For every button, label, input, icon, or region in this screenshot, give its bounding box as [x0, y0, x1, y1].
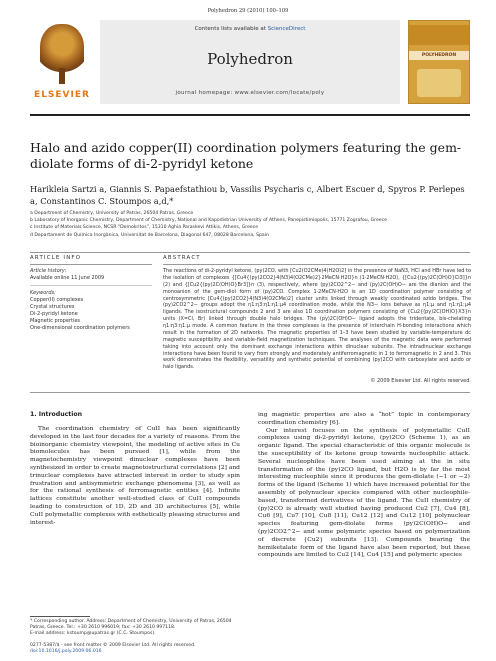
body-column-left — [30, 411, 240, 526]
journal-homepage[interactable]: journal homepage: www.elsevier.com/locate/poly — [175, 90, 325, 96]
info-subdivider — [30, 285, 152, 286]
affiliation-item: b Laboratory of Inorganic Chemistry, Department of Chemistry, National and Kapodistrian University of Athens, Panepistimiopolis, 15771 Zografou, Greece — [30, 218, 387, 224]
journal-title: Polyhedron — [207, 50, 293, 68]
sciencedirect-link[interactable]: ScienceDirect — [267, 26, 306, 32]
keyword-item: Copper(II) complexes — [30, 296, 84, 303]
abstract-heading: ABSTRACT — [163, 255, 201, 261]
history-value: Available online 11 June 2009 — [30, 274, 105, 281]
journal-cover — [408, 20, 470, 104]
paragraph: ing magnetic properties are also a “hot” topic in contemporary coordination chemistry [6]. — [258, 411, 470, 426]
footnotes — [30, 619, 240, 637]
article-title: Halo and azido copper(II) coordination polymers featuring the gem-diolate forms of di-2-pyridyl ketone — [30, 140, 462, 171]
tree-icon — [40, 24, 84, 74]
doi-link[interactable]: doi:10.1016/j.poly.2009.06.016 — [30, 649, 102, 654]
contents-line — [100, 26, 400, 32]
tree-trunk — [59, 68, 65, 84]
author-list: Harikleia Sartzi a, Giannis S. Papaefstathiou b, Vassilis Psycharis c, Albert Escuer d, Spyros P. Perlepes a, Constantinos C. Stoumpos a,d,* — [30, 184, 465, 206]
email-note[interactable]: E-mail address: kstoump@upatras.gr (C.C. Stoumpos). — [30, 631, 156, 636]
intro-text-left — [30, 425, 240, 526]
affiliation-item: a Department of Chemistry, University of Patras, 26504 Patras, Greece — [30, 211, 194, 216]
corresponding-author-note: * Corresponding author. Address: Department of Chemistry, University of Patras, 26504 Patras, Greece. Tel.: +30 2610 996019; fax: +30 2610 997118. — [30, 619, 232, 630]
section-heading: 1. Introduction — [30, 411, 83, 418]
cover-title: POLYHEDRON — [409, 51, 469, 60]
journal-masthead — [30, 18, 470, 110]
keyword-item: Di-2-pyridyl ketone — [30, 310, 78, 317]
affiliation-item: d Departament de Química Inorgànica, Universitat de Barcelona, Diagonal 647, 08028 Barcelona, Spain — [30, 232, 269, 238]
keywords-block — [30, 290, 152, 331]
publication-meta — [30, 643, 240, 655]
abstract-end-rule — [30, 392, 470, 393]
keyword-item: Magnetic properties — [30, 317, 80, 324]
journal-banner — [100, 20, 400, 104]
header-divider — [30, 252, 470, 253]
cover-image — [417, 69, 461, 97]
affiliations — [30, 210, 470, 239]
elsevier-logo — [30, 20, 94, 106]
paragraph: The coordination chemistry of CuII has been significantly developed in the last four decades for a variety of reasons. From the bioinorganic chemistry viewpoint, the modeling of active sites in Cu biomolecules has been pursued [1], while from the magnetochemistry viewpoint dinuclear complexes have been synthesized in order to create magnetostructural correlations [2] and trinuclear complexes have attracted interest in order to study spin frustration and antisymmetric exchange phenomena [3], as well as for the rational synthesis of ferromagnetic entities [4]. Infinite lattices constitute another well-studied class of CuII compounds leading to construction of 1D, 2D and 3D architectures [5], while CuII polymetallic complexes with esthetically pleasing structures and interest- — [30, 425, 240, 526]
info-divider — [30, 264, 152, 265]
publisher-name: ELSEVIER — [34, 90, 90, 100]
article-info-heading: ARTICLE INFO — [30, 255, 82, 261]
copyright-notice: © 2009 Elsevier Ltd. All rights reserved. — [370, 378, 471, 384]
cover-band — [409, 25, 469, 45]
abstract-text: The reactions of di-2-pyridyl ketone, (py)2CO, with [Cu2(O2CMe)4(H2O)2] in the presence of NaN3, HCl and HBr have led to the isolation of complexes {[Cu4{(py)2CO2}4(N3)4(O2CMe)2]·2MeCN·H2O}n (1·2MeCN·H2O), {[Cu2{(py)2C(OH)O}Cl3]}n (2) and {[Cu2{(py)2C(OH)O}Br3]}n (3), respectively, where (py)2CO2^2− and (py)2C(OH)O− are the dianion and the monoanion of the gem-diol form of (py)2CO. Complex 1·2MeCN·H2O is an 1D coordination polymer consisting of centrosymmetric [Cu4{(py)2CO2}4(N3)4(O2CMe)2] cluster units linked through weakly coordinated azido bridges. The (py)2CO2^2− groups adopt the η1:η3:η1:η1:μ4 coordination mode, while the N3− ions behave as η1:μ and η1:η1:μ4 ligands. The isostructural compounds 2 and 3 are also 1D coordination polymers consisting of {Cu2{(py)2C(OH)O}X3}n units (X=Cl, Br) linked through double halo bridges. The (py)2C(OH)O− ligand adopts the tridentate, bis-chelating η1:η3:η1:μ mode. A common feature in the three complexes is the presence of interchain H-bonding interactions which result in the formation of 2D networks. The magnetic properties of 1–3 have been studied by variable-temperature dc magnetic susceptibility and variable-field magnetization techniques. The analyses of the magnetic data were performed taking into account only the dominant exchange interactions within dinuclear subunits. The intradinuclear exchange interactions have been found to vary from strongly and moderately antiferromagnetic in 1 to ferromagnetic in 2 and 3. This work demonstrates the flexibility, versatility and synthetic potential of combining (py)2CO with carboxylate and azido or halo ligands. — [163, 268, 471, 371]
affiliation-item: c Institute of Materials Science, NCSR “Demokritos”, 15310 Aghia Paraskevi Attikis, Athens, Greece — [30, 225, 259, 231]
issn-line: 0277-5387/$ - see front matter © 2009 Elsevier Ltd. All rights reserved. — [30, 643, 196, 648]
keywords-label: Keywords: — [30, 290, 56, 296]
body-column-right — [258, 411, 470, 559]
keyword-item: One-dimensional coordination polymers — [30, 324, 130, 331]
abstract-divider — [163, 264, 471, 265]
keyword-item: Crystal structures — [30, 303, 75, 310]
paragraph: Our interest focuses on the synthesis of polymetallic CuII complexes using di-2-pyridyl ketone, (py)2CO (Scheme 1), as an organic ligand. The special characteristic of this organic molecule is the susceptibility of its ketone group towards nucleophilic attack. Several nucleophiles have been used aiming at the in situ transformation of the (py)2CO ligand, but H2O is by far the most interesting nucleophile since it produces the gem-diolate (−1 or −2) forms of the ligand (Scheme 1) which have increased potential for the assembly of polynuclear species compared with other nucleophile-based, transformed derivatives of the ligand. The CuII chemistry of (py)2CO is already well studied having produced Cu2 [7], Cu4 [8], Cu6 [9], Cu7 [10], Cu8 [11], Cu12 [12] and Cu12 [10] polynuclear species featuring gem-diolate forms (py)2C(OH)O− and (py)2CO2^2− and some polymeric species based on polymerization of discrete {Cu2} subunits [13]. Compounds bearing the hemiketalate form of the ligand have also been reported, but these compounds are limited to Cu2 [14], Cu4 [15] and polymeric species — [258, 426, 470, 559]
intro-text-right — [258, 411, 470, 559]
history-label: Article history: — [30, 268, 67, 274]
journal-citation: Polyhedron 29 (2010) 100–109 — [207, 8, 289, 14]
footnote-rule — [30, 616, 90, 617]
masthead-rule — [30, 114, 470, 116]
contents-prefix: Contents lists available at — [194, 26, 268, 32]
article-history — [30, 268, 152, 282]
